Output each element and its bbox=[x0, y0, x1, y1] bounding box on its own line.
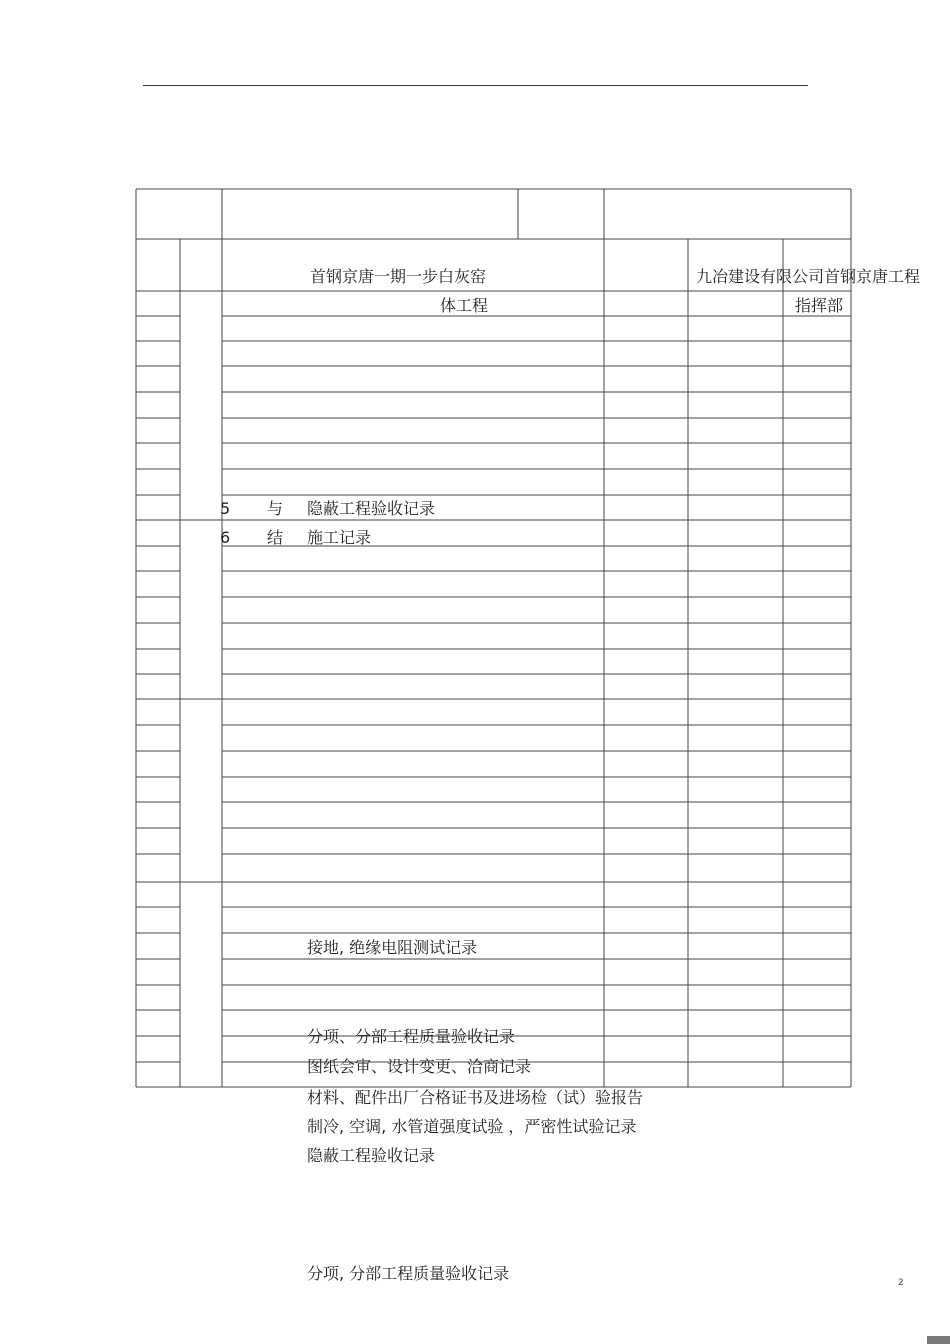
row6-record-text: 施工记录 bbox=[307, 528, 372, 547]
corner-mark bbox=[927, 1336, 950, 1344]
floating-record-5: 隐蔽工程验收记录 bbox=[307, 1146, 436, 1165]
floating-record-1: 分项、分部工程质量验收记录 bbox=[307, 1027, 516, 1046]
contractor-line1: 九冶建设有限公司首钢京唐工程 bbox=[696, 267, 921, 286]
bottom-record-text: 分项, 分部工程质量验收记录 bbox=[307, 1264, 510, 1283]
row6-category-char: 结 bbox=[267, 528, 284, 547]
row6-number: 6 bbox=[220, 528, 231, 547]
contractor-line2: 指挥部 bbox=[795, 296, 844, 315]
floating-record-4: 制冷, 空调, 水管道强度试验 ，严密性试验记录 bbox=[307, 1117, 637, 1136]
page-number: 2 bbox=[898, 1278, 904, 1288]
row5-record-text: 隐蔽工程验收记录 bbox=[307, 499, 436, 518]
grounding-record-text: 接地, 绝缘电阻测试记录 bbox=[307, 938, 478, 957]
floating-record-2: 图纸会审、设计变更、洽商记录 bbox=[307, 1057, 532, 1076]
floating-record-3: 材料、配件出厂合格证书及进场检（试）验报告 bbox=[307, 1088, 644, 1107]
row5-category-char: 与 bbox=[267, 499, 284, 518]
project-name-line2: 体工程 bbox=[440, 296, 489, 315]
project-name-line1: 首钢京唐一期一步白灰窑 bbox=[310, 267, 487, 286]
row5-number: 5 bbox=[220, 499, 231, 518]
